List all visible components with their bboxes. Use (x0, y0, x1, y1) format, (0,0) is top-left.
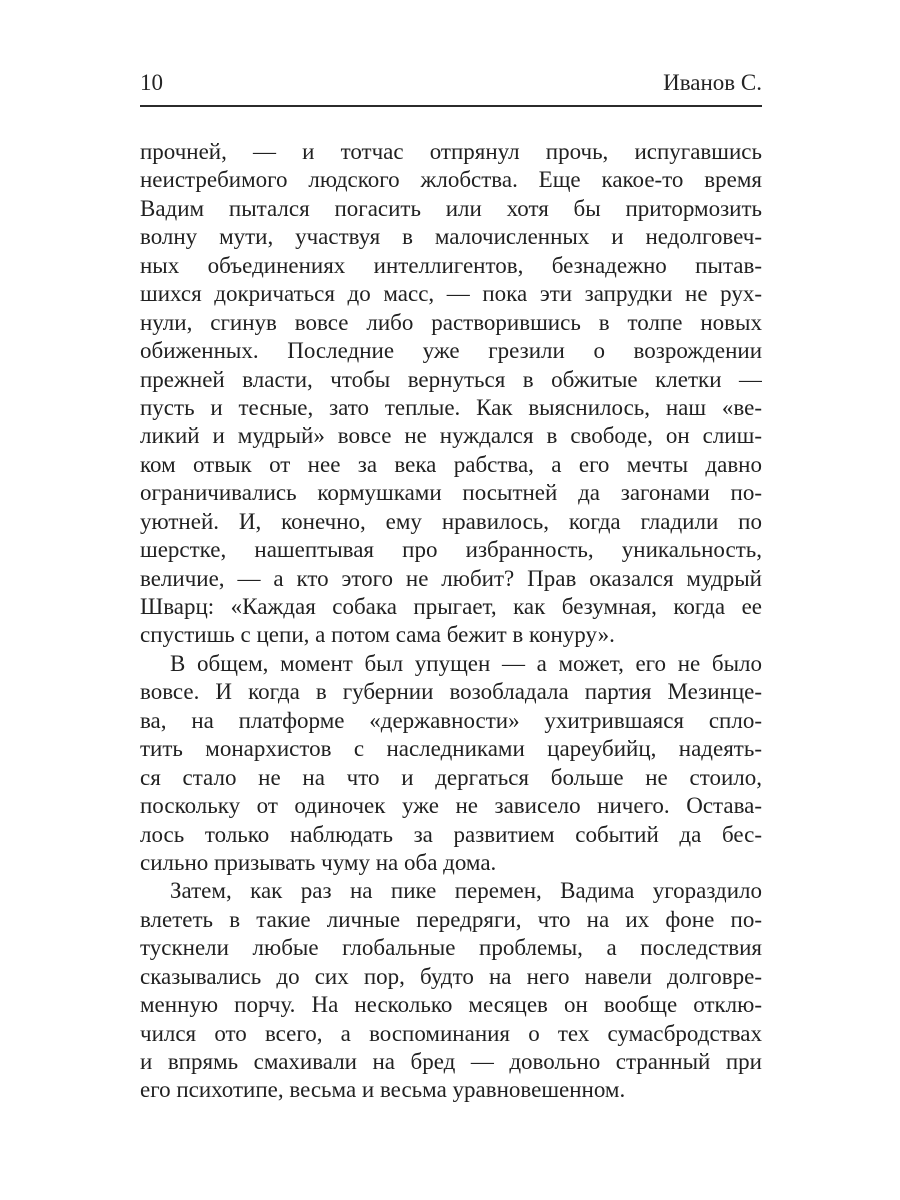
text-line: Шварц: «Каждая собака прыгает, как безумная, когда ее (140, 594, 762, 619)
text-line: шерстке, нашептывая про избранность, уникальность, (140, 537, 762, 563)
text-line: обиженных. Последние уже грезили о возрождении (140, 338, 762, 364)
text-line: пусть и тесные, зато теплые. Как выяснилось, наш «ве- (140, 394, 762, 420)
text-line: тускнели любые глобальные проблемы, а последствия (140, 935, 762, 961)
text-line: вовсе. И когда в губернии возобладала партия Мезинце- (140, 679, 762, 705)
text-line: прочней, — и тотчас отпрянул прочь, испугавшись (140, 139, 762, 164)
text-line: его психотипе, весьма и весьма уравновешенном. (140, 1077, 626, 1103)
text-line: величие, — а кто этого не любит? Прав оказался мудрый (140, 565, 762, 591)
text-line: лось только наблюдать за развитием событий да бес- (140, 821, 762, 847)
text-line: ных объединениях интеллигентов, безнадежно пытав- (140, 252, 762, 278)
page-number: 10 (140, 70, 163, 95)
text-line: ликий и мудрый» вовсе не нуждался в свободе, он слиш- (140, 423, 762, 449)
text-line: ся стало не на что и дергаться больше не стоило, (140, 764, 762, 790)
text-line: ва, на платформе «державности» ухитрившаяся спло- (140, 707, 762, 733)
text-line: неистребимого людского жлобства. Еще какое-то время (140, 167, 762, 193)
text-line: менную порчу. На несколько месяцев он вообще отклю- (140, 992, 762, 1018)
text-line: сильно призывать чуму на оба дома. (140, 849, 497, 875)
text-line: ограничивались кормушками посытней да загонами по- (140, 480, 762, 506)
text-line: шихся докричаться до масс, — пока эти запрудки не рух- (140, 281, 762, 307)
text-line: прежней власти, чтобы вернуться в обжитые клетки — (140, 366, 762, 392)
running-title: Иванов С. (663, 70, 762, 95)
page-header (140, 70, 762, 96)
text-line: и впрямь смахивали на бред — довольно странный при (140, 1049, 762, 1074)
header-rule (140, 105, 762, 107)
text-line: поскольку от одиночек уже не зависело ничего. Остава- (140, 793, 762, 819)
text-line: уютней. И, конечно, ему нравилось, когда гладили по (140, 508, 762, 534)
text-line: нули, сгинув вовсе либо растворившись в толпе новых (140, 309, 762, 335)
text-line: Затем, как раз на пике перемен, Вадима угораздило (170, 878, 762, 904)
text-line: влететь в такие личные передряги, что на их фоне по- (140, 906, 762, 932)
text-line: спустишь с цепи, а потом сама бежит в конуру». (140, 622, 615, 648)
text-line: сказывались до сих пор, будто на него навели долговре- (140, 963, 762, 989)
text-line: тить монархистов с наследниками цареубийц, надеять- (140, 736, 762, 762)
text-line: В общем, момент был упущен — а может, его не было (170, 650, 762, 676)
text-line: чился ото всего, а воспоминания о тех сумасбродствах (140, 1020, 762, 1046)
text-line: ком отвык от нее за века рабства, а его мечты давно (140, 451, 762, 477)
body-text (140, 138, 762, 1105)
text-line: волну мути, участвуя в малочисленных и недолговеч- (140, 224, 762, 250)
text-line: Вадим пытался погасить или хотя бы притормозить (140, 195, 762, 221)
